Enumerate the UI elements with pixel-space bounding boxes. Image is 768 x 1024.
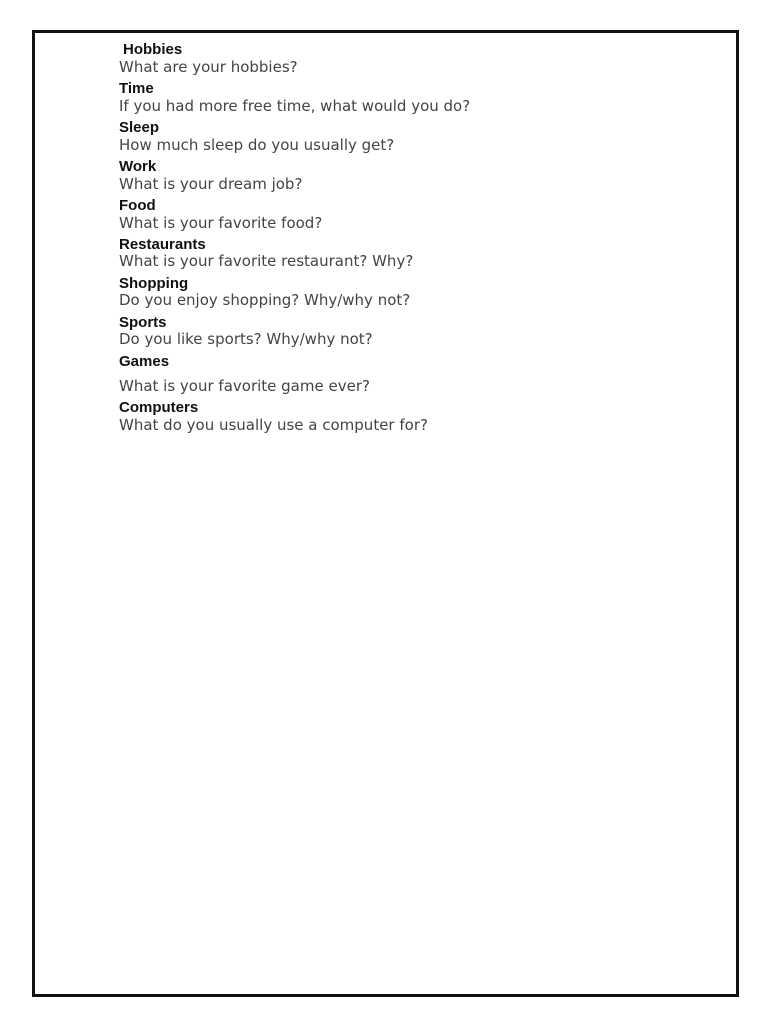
topic-computers-question: What do you usually use a computer for? <box>119 416 428 434</box>
topic-computers-title: Computers <box>119 399 199 416</box>
topic-food-title: Food <box>119 197 156 214</box>
topic-hobbies-question: What are your hobbies? <box>119 58 298 76</box>
topic-sleep-title: Sleep <box>119 119 160 136</box>
topic-hobbies-title: Hobbies <box>123 41 183 58</box>
topic-work-question: What is your dream job? <box>119 175 303 193</box>
document-page <box>32 30 739 997</box>
topic-sports-question: Do you like sports? Why/why not? <box>119 330 373 348</box>
topic-restaurants-title: Restaurants <box>119 236 206 253</box>
topic-sports-title: Sports <box>119 314 167 331</box>
topic-work-title: Work <box>119 158 157 175</box>
topic-games-question: What is your favorite game ever? <box>119 377 370 395</box>
topic-sleep-question: How much sleep do you usually get? <box>119 136 395 154</box>
topic-shopping-title: Shopping <box>119 275 189 292</box>
topic-shopping-question: Do you enjoy shopping? Why/why not? <box>119 291 411 309</box>
topic-time-title: Time <box>119 80 154 97</box>
topic-time-question: If you had more free time, what would you do? <box>119 97 471 115</box>
topic-food-question: What is your favorite food? <box>119 214 323 232</box>
topic-games-title: Games <box>119 353 170 370</box>
topic-restaurants-question: What is your favorite restaurant? Why? <box>119 252 414 270</box>
